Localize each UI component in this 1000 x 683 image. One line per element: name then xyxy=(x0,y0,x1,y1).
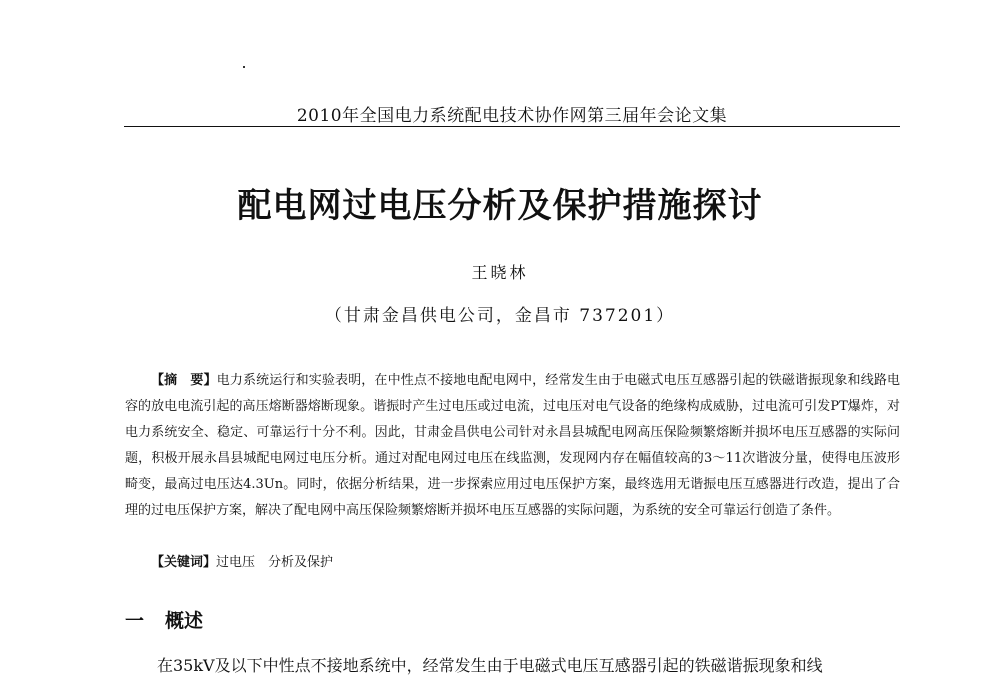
body-paragraph: 在35kV及以下中性点不接地系统中，经常发生由于电磁式电压互感器引起的铁磁谐振现象和线 xyxy=(157,656,823,675)
abstract-label: 【摘 要】 xyxy=(151,373,217,388)
author-affiliation: （甘肃金昌供电公司，金昌市 737201） xyxy=(324,306,676,326)
scan-speck xyxy=(243,66,245,68)
keywords-text: 过电压 分析及保护 xyxy=(216,555,334,570)
keywords-label: 【关键词】 xyxy=(151,555,217,570)
section-title: 概述 xyxy=(165,610,204,632)
running-head: 2010年全国电力系统配电技术协作网第三届年会论文集 xyxy=(296,106,728,126)
author-name: 王晓林 xyxy=(471,263,529,282)
header-rule xyxy=(124,126,900,127)
keywords-line xyxy=(151,550,333,576)
paper-title: 配电网过电压分析及保护措施探讨 xyxy=(237,186,763,226)
section-number: 一 xyxy=(125,610,145,632)
abstract-text: 电力系统运行和实验表明，在中性点不接地电配电网中，经常发生由于电磁式电压互感器引起的铁磁谐振现象和线路电容的放电电流引起的高压熔断器熔断现象。谐振时产生过电压或过电流，过电压对电气设备的绝缘构成威胁，过电流可引发PT爆炸，对电力系统安全、稳定、可靠运行十分不利。因此，甘肃金昌供电公司针对永昌县城配电网高压保险频繁熔断并损坏电压互感器的实际问题，积极开展永昌县城配电网过电压分析。通过对配电网过电压在线监测，发现网内存在幅值较高的3～11次谐波分量，使得电压波形畸变，最高过电压达4.3Un。同时，依据分析结果，进一步探索应用过电压保护方案，最终选用无谐振电压互感器进行改造，提出了合理的过电压保护方案，解决了配电网中高压保险频繁熔断并损坏电压互感器的实际问题，为系统的安全可靠运行创造了条件。 xyxy=(125,373,900,518)
section-heading xyxy=(125,606,203,633)
abstract-paragraph xyxy=(125,368,900,524)
